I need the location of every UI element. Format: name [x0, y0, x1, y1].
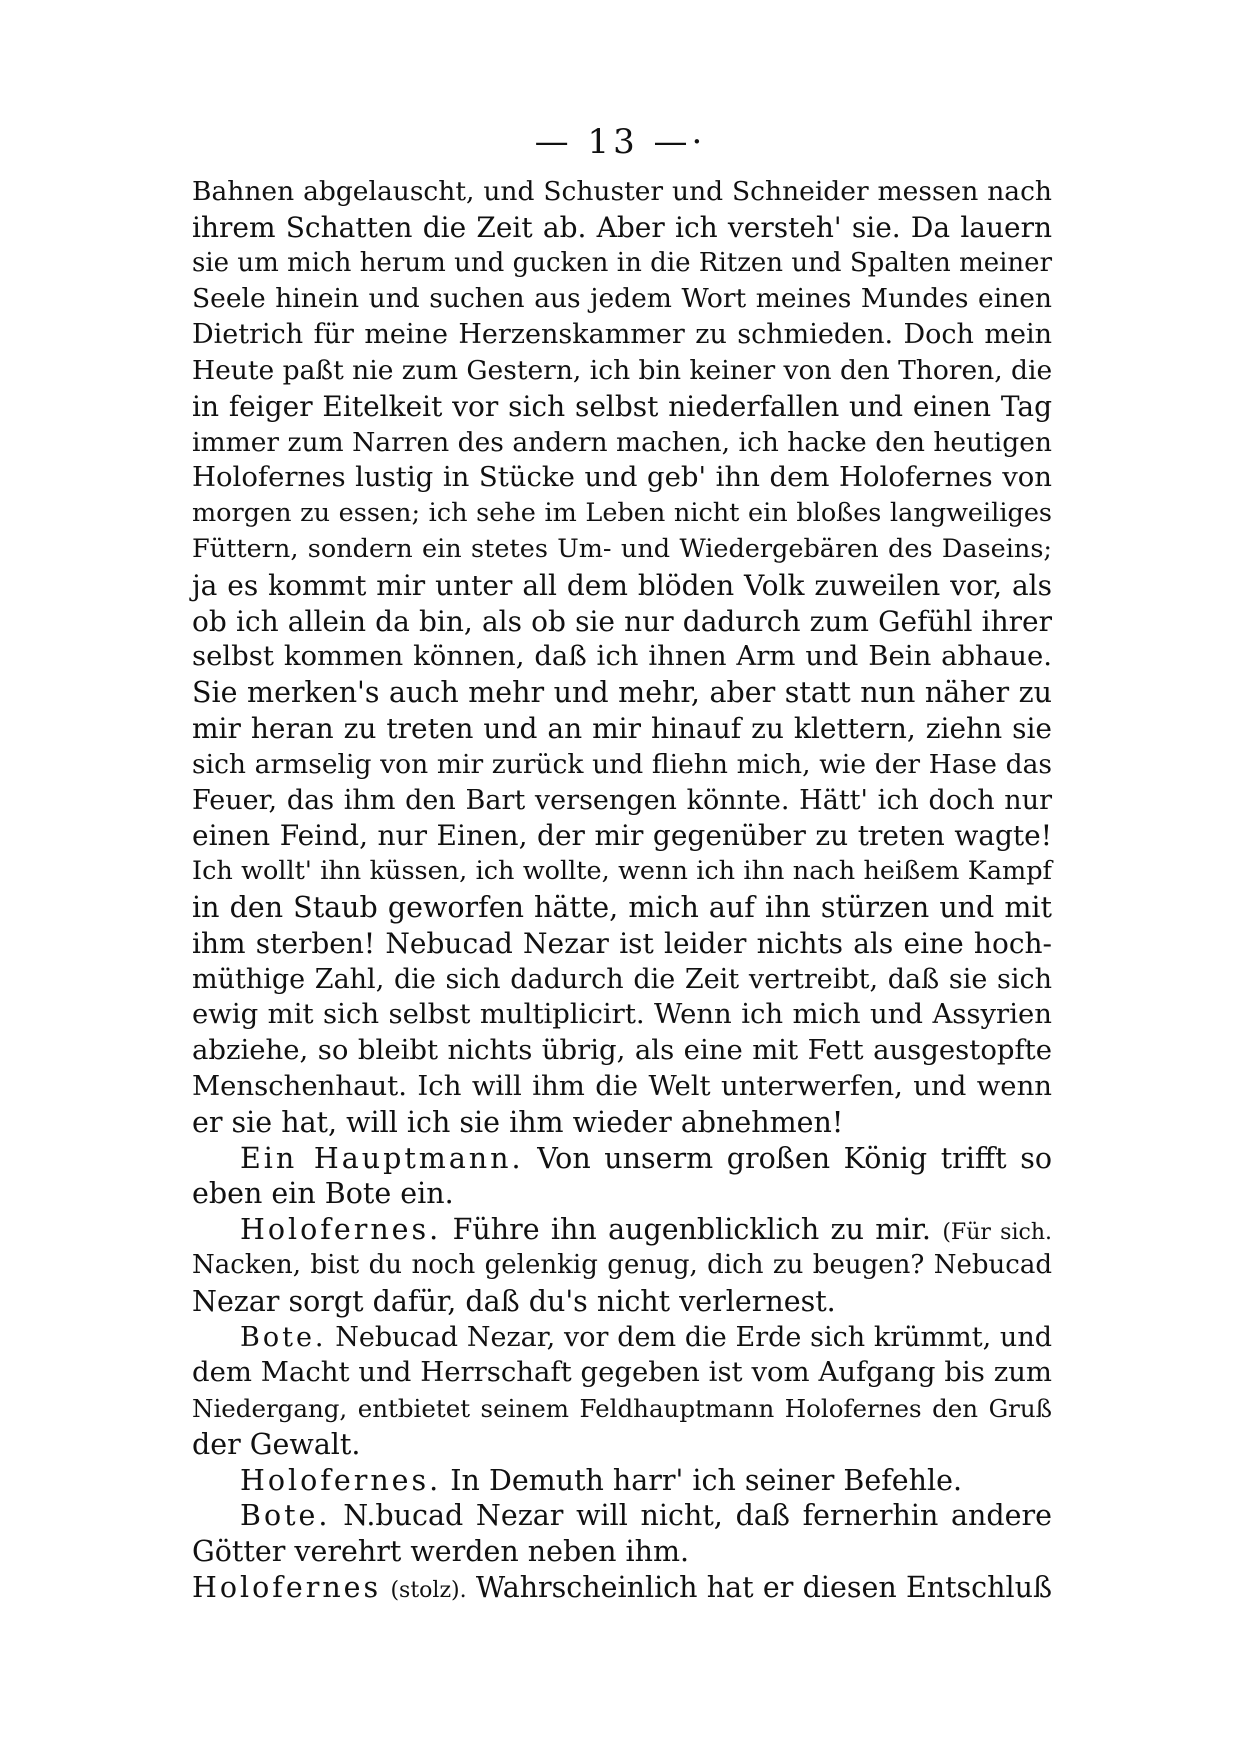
stage-direction: (stolz). — [390, 1578, 467, 1604]
text-segment: Dietrich für meine Herzenskammer zu schmieden. Doch mein — [192, 319, 1052, 351]
text-line — [192, 1498, 1052, 1534]
text-segment: er sie hat, will ich sie ihm wieder abnehmen! — [192, 1105, 844, 1139]
text-line — [192, 604, 1052, 640]
text-line — [192, 389, 1052, 425]
text-line — [192, 997, 1052, 1033]
text-line — [192, 1427, 1052, 1463]
text-segment: ob ich allein da bin, als ob sie nur dadurch zum Gefühl ihrer — [192, 604, 1052, 638]
text-segment: der Gewalt. — [192, 1427, 361, 1461]
text-segment: dem Macht und Herrschaft gegeben ist vom Aufgang bis zum — [192, 1356, 1052, 1389]
text-line — [192, 496, 1052, 532]
text-segment: morgen zu essen; ich sehe im Leben nicht ein bloßes langweiliges — [192, 498, 1052, 529]
text-line — [192, 747, 1052, 783]
text-segment: selbst kommen können, daß ich ihnen Arm und Bein abhaue. — [192, 640, 1052, 673]
text-segment: abziehe, so bleibt nichts übrig, als eine mit Fett ausgestopfte — [192, 1034, 1052, 1067]
text-line — [192, 1105, 1052, 1141]
text-line — [192, 854, 1052, 890]
text-line — [192, 317, 1052, 353]
text-segment: eben ein Bote ein. — [192, 1177, 454, 1211]
text-line — [192, 1284, 1052, 1320]
text-segment: sich armselig von mir zurück und fliehn mich, wie der Hase das — [192, 748, 1052, 780]
text-line — [192, 890, 1052, 926]
text-segment: Nacken, bist du noch gelenkig genug, dich zu beugen? Nebucad — [192, 1249, 1052, 1280]
text-line — [192, 174, 1052, 210]
text-line — [192, 210, 1052, 246]
text-segment: Feuer, das ihm den Bart versengen könnte. Hätt' ich doch nur — [192, 784, 1052, 816]
text-segment: Heute paßt nie zum Gestern, ich bin keiner von den Thoren, die — [192, 354, 1053, 386]
text-segment: sie um mich herum und gucken in die Ritzen und Spalten meiner — [192, 247, 1052, 278]
text-line — [192, 1391, 1052, 1427]
text-segment: immer zum Narren des andern machen, ich hacke den heutigen — [192, 426, 1052, 458]
text-segment: ihm sterben! Nebucad Nezar ist leider nichts als eine hoch- — [192, 926, 1052, 960]
text-segment: in den Staub geworfen hätte, mich auf ihn stürzen und mit — [192, 890, 1052, 924]
text-segment: mir heran zu treten und an mir hinauf zu klettern, ziehn sie — [192, 711, 1052, 745]
text-line — [192, 1320, 1052, 1356]
text-line — [192, 1176, 1052, 1212]
text-line — [192, 783, 1052, 819]
text-segment: Seele hinein und suchen aus jedem Wort meines Mundes einen — [192, 283, 1052, 315]
text-segment: Nezar sorgt dafür, daß du's nicht verlernest. — [192, 1284, 836, 1318]
text-line — [192, 711, 1052, 747]
text-segment: Von unserm großen König trifft so — [523, 1141, 1052, 1175]
page-number: — 13 —· — [534, 122, 707, 162]
text-segment: müthige Zahl, die sich dadurch die Zeit vertreibt, daß sie sich — [192, 963, 1052, 995]
speaker-name: Holofernes — [192, 1571, 382, 1605]
text-segment: Wahrscheinlich hat er diesen Entschluß — [466, 1571, 1053, 1605]
text-line — [192, 281, 1052, 317]
text-line — [192, 639, 1052, 675]
text-segment: Menschenhaut. Ich will ihm die Welt unterwerfen, und wenn — [192, 1069, 1052, 1102]
text-line — [192, 425, 1052, 461]
text-segment: Bahnen abgelauscht, und Schuster und Schneider messen nach — [192, 176, 1052, 207]
text-line — [192, 1141, 1052, 1177]
text-line — [192, 1355, 1052, 1391]
text-segment: Götter verehrt werden neben ihm. — [192, 1535, 690, 1569]
stage-direction: (Für sich. — [942, 1220, 1052, 1246]
text-line — [192, 926, 1052, 962]
text-segment: ja es kommt mir unter all dem blöden Volk zuweilen vor, als — [192, 568, 1052, 602]
text-line — [192, 1248, 1052, 1284]
text-line — [192, 460, 1052, 496]
text-line — [192, 532, 1052, 568]
text-line — [192, 1534, 1052, 1570]
text-segment: Niedergang, entbietet seinem Feldhauptmann Holofernes den Gruß — [192, 1394, 1052, 1424]
text-segment: Holofernes lustig in Stücke und geb' ihn dem Holofernes von — [192, 461, 1052, 494]
text-segment: Füttern, sondern ein stetes Um- und Wiedergebären des Daseins; — [192, 533, 1052, 564]
text-segment: Ich wollt' ihn küssen, ich wollte, wenn ich ihn nach heißem Kampf — [192, 856, 1052, 887]
text-segment: in feiger Eitelkeit vor sich selbst niederfallen und einen Tag — [192, 389, 1052, 423]
text-line — [192, 1463, 1052, 1499]
text-segment: ewig mit sich selbst multiplicirt. Wenn ich mich und Assyrien — [192, 998, 1052, 1031]
text-segment: Sie merken's auch mehr und mehr, aber statt nun näher zu — [192, 676, 1052, 710]
text-segment: Nebucad Nezar, vor dem die Erde sich krümmt, und — [326, 1321, 1052, 1353]
page-text — [192, 174, 1052, 1606]
speaker-name: Holofernes. — [240, 1213, 442, 1247]
text-line — [192, 818, 1052, 854]
text-segment: Führe ihn augenblicklich zu mir. — [441, 1213, 943, 1247]
text-segment: In Demuth harr' ich seiner Befehle. — [441, 1463, 963, 1497]
text-line — [192, 1570, 1052, 1606]
text-line — [192, 1033, 1052, 1069]
speaker-name: Bote. — [240, 1321, 327, 1353]
text-line — [192, 962, 1052, 998]
text-segment: ihrem Schatten die Zeit ab. Aber ich versteh' sie. Da lauern — [192, 210, 1052, 244]
speaker-name: Bote. — [240, 1499, 331, 1533]
text-segment: einen Feind, nur Einen, der mir gegenüber zu treten wagte! — [192, 819, 1052, 853]
text-segment: N.bucad Nezar will nicht, daß fernerhin andere — [330, 1499, 1052, 1533]
speaker-name: Holofernes. — [240, 1463, 442, 1497]
text-line — [192, 1212, 1052, 1248]
speaker-name: Ein Hauptmann. — [240, 1141, 524, 1175]
text-line — [192, 246, 1052, 282]
text-line — [192, 353, 1052, 389]
text-line — [192, 568, 1052, 604]
text-line — [192, 675, 1052, 711]
text-line — [192, 1069, 1052, 1105]
